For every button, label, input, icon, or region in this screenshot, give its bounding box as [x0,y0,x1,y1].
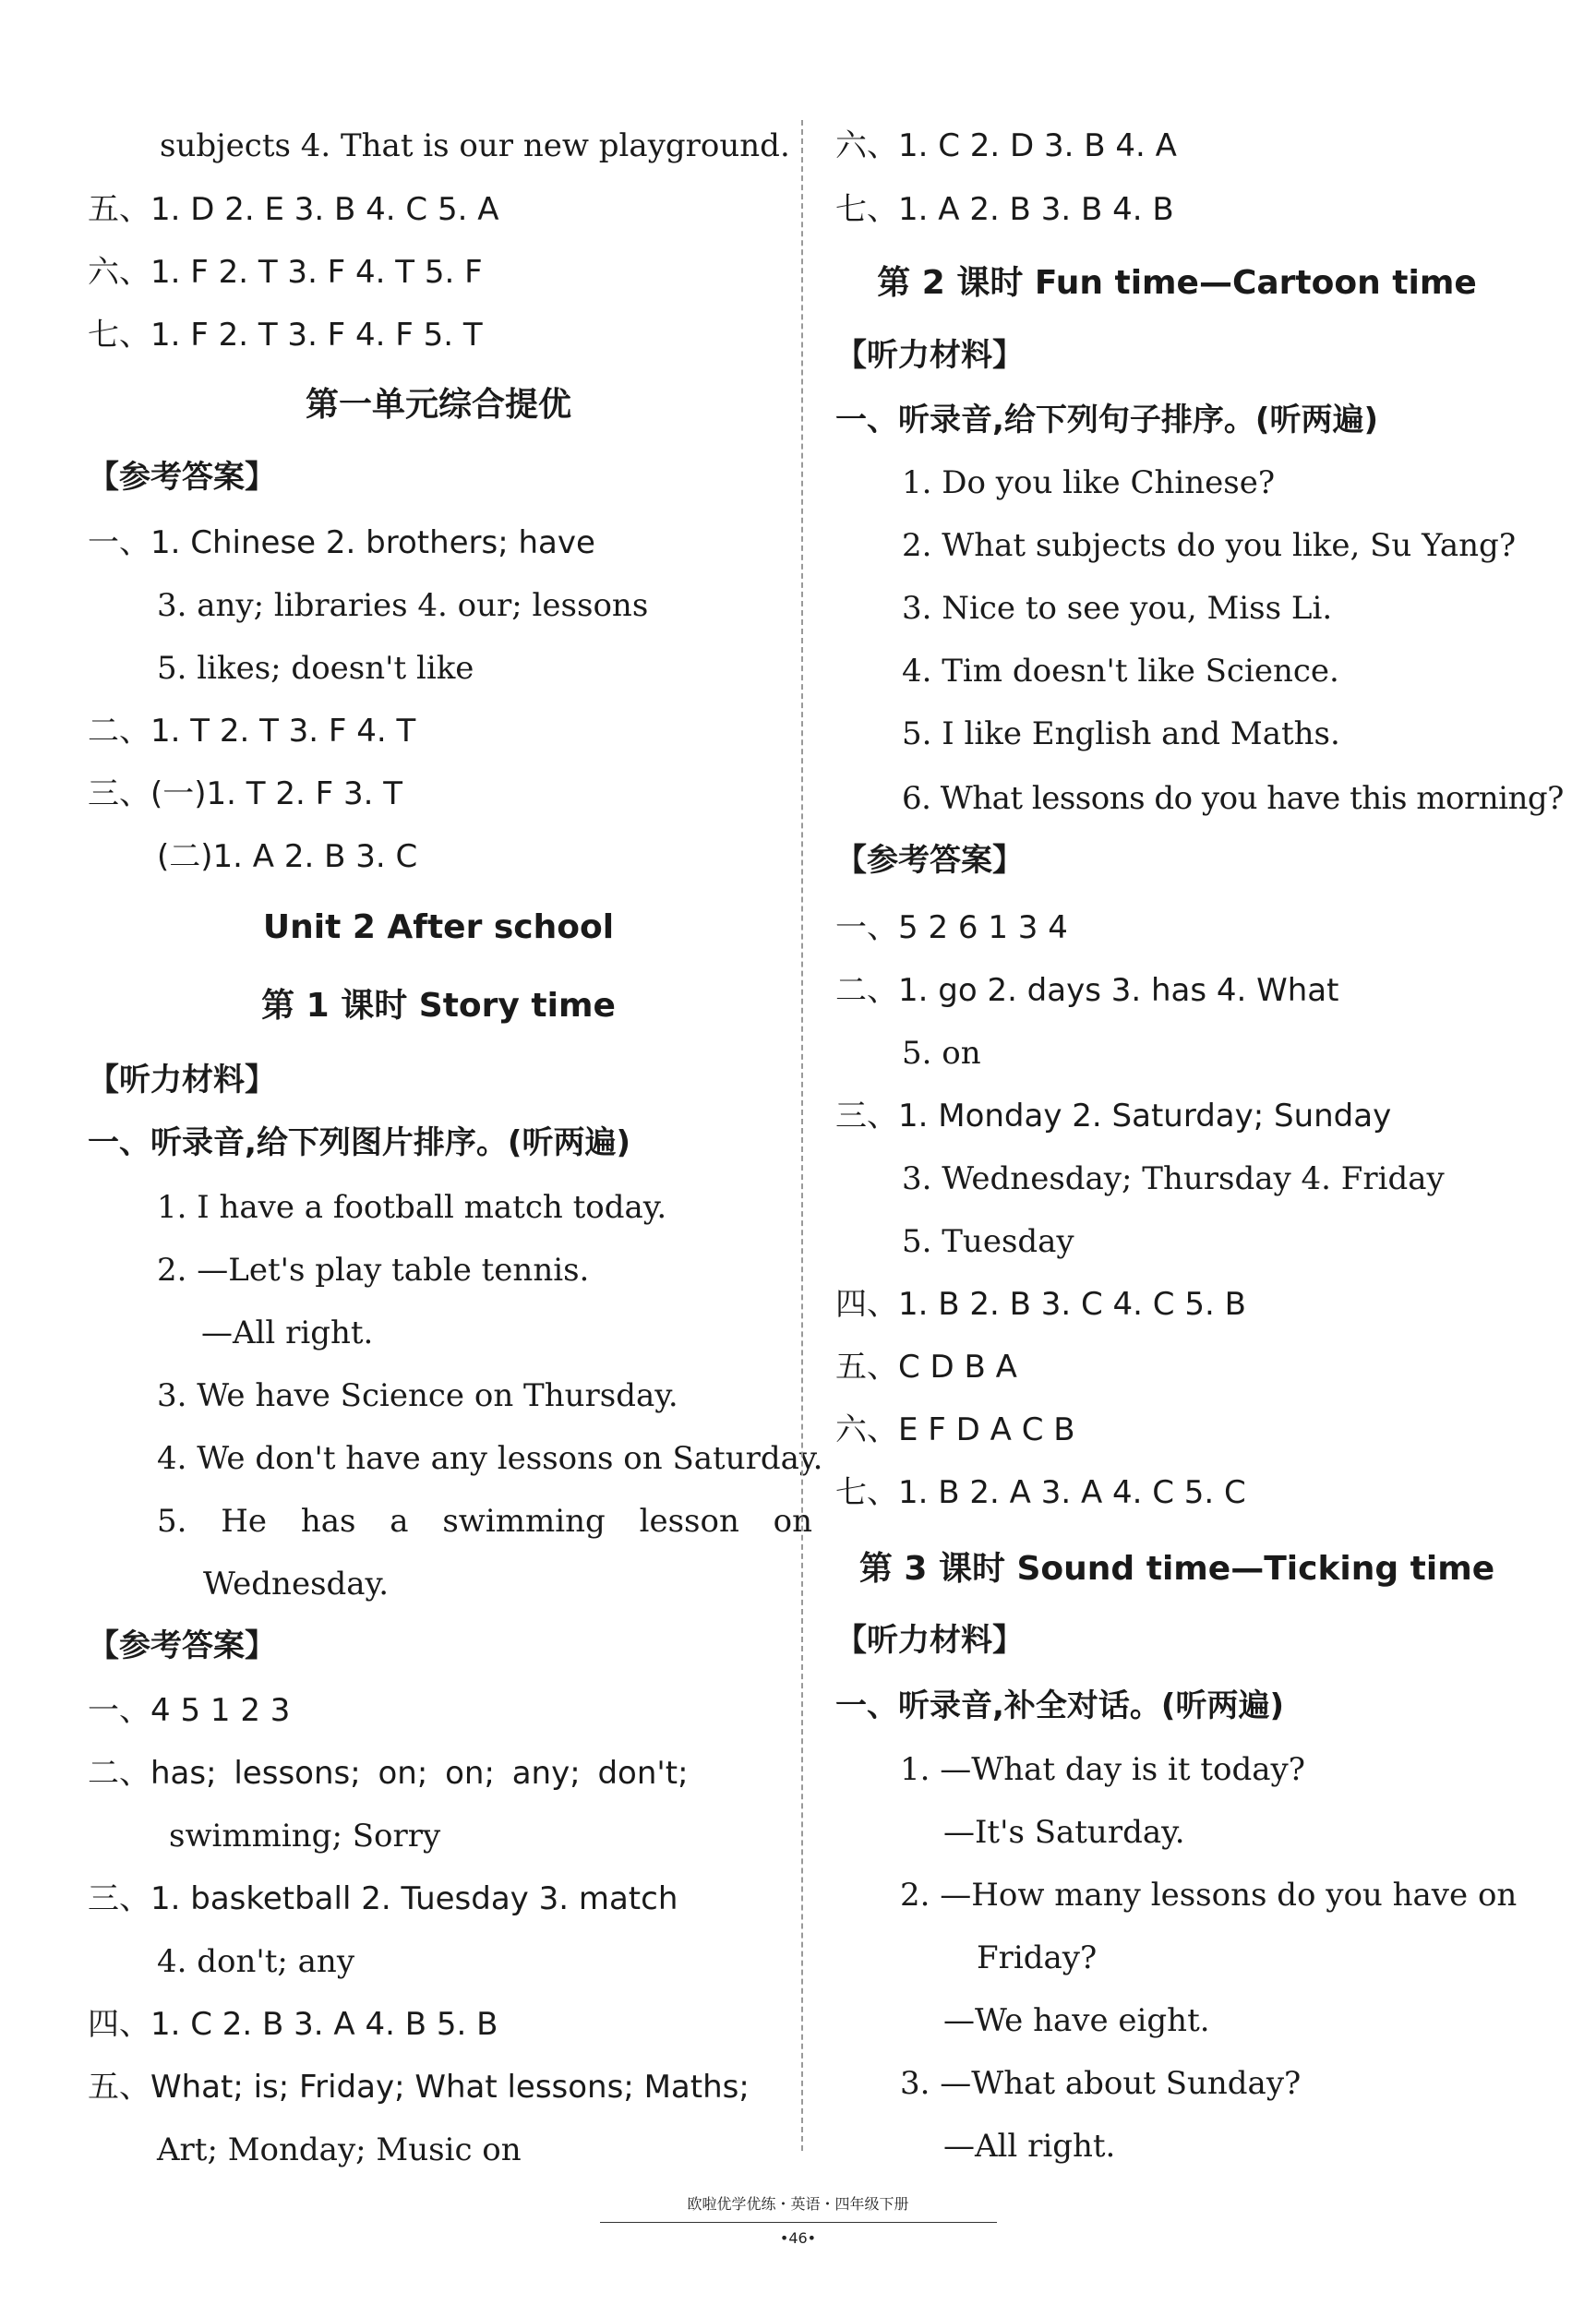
bracket-label: 【参考答案】 [88,1627,276,1664]
listening-line: 4. We don't have any lessons on Saturday. [157,1440,823,1477]
answer-line: 五、What; is; Friday; What lessons; Maths; [88,2069,750,2106]
lesson-heading: 第 1 课时 Story time [261,987,616,1025]
listening-line: 2. —How many lessons do you have on [900,1877,1518,1914]
answer-line: 二、1. T 2. T 3. F 4. T [88,713,416,750]
answer-line: 一、1. Chinese 2. brothers; have [88,524,595,561]
answer-line: 六、1. C 2. D 3. B 4. A [835,127,1177,164]
answer-line: 四、1. C 2. B 3. A 4. B 5. B [88,2006,498,2043]
listening-line: 1. I have a football match today. [157,1189,667,1226]
section-heading: 第一单元综合提优 [305,386,571,424]
column-divider [801,120,803,2151]
bracket-label: 【参考答案】 [835,842,1024,879]
bracket-label: 【听力材料】 [88,1062,276,1098]
page-number: •46• [779,2229,817,2247]
answer-line: subjects 4. That is our new playground. [160,127,790,164]
answer-line: Art; Monday; Music on [157,2131,522,2168]
answer-line: 三、1. basketball 2. Tuesday 3. match [88,1880,678,1917]
answer-line: 四、1. B 2. B 3. C 4. C 5. B [835,1286,1246,1323]
listening-line: 2. What subjects do you like, Su Yang? [902,527,1517,564]
question-title: 一、听录音,给下列句子排序。(听两遍) [835,402,1378,438]
answer-line: 五、C D B A [835,1349,1017,1386]
answer-line: 5. on [902,1035,981,1072]
answer-line: 七、1. A 2. B 3. B 4. B [835,191,1174,228]
listening-line: Wednesday. [203,1566,390,1603]
answer-line: 二、has; lessons; on; on; any; don't; [88,1755,689,1792]
answer-line: 一、5 2 6 1 3 4 [835,909,1068,946]
listening-line: 1. —What day is it today? [900,1751,1305,1788]
answer-line: 二、1. go 2. days 3. has 4. What [835,972,1339,1009]
listening-line: —All right. [943,2128,1116,2165]
bracket-label: 【听力材料】 [835,337,1024,374]
answer-line: 3. Wednesday; Thursday 4. Friday [902,1160,1445,1197]
footer-rule [600,2222,997,2223]
answer-line: 六、1. F 2. T 3. F 4. T 5. F [88,254,483,291]
listening-line: 3. —What about Sunday? [900,2065,1302,2102]
answer-line: 4. don't; any [157,1943,355,1980]
answer-line: 七、1. F 2. T 3. F 4. F 5. T [88,317,483,354]
answer-line: 三、(一)1. T 2. F 3. T [88,775,402,812]
listening-line: —All right. [201,1315,374,1351]
lesson-heading: 第 2 课时 Fun time—Cartoon time [877,264,1477,302]
question-title: 一、听录音,给下列图片排序。(听两遍) [88,1124,630,1161]
answer-line: 六、E F D A C B [835,1411,1075,1448]
listening-line: —It's Saturday. [943,1814,1185,1851]
answer-line: 3. any; libraries 4. our; lessons [157,587,649,624]
answer-line: (二)1. A 2. B 3. C [157,838,418,875]
listening-line: 3. We have Science on Thursday. [157,1377,678,1414]
answer-line: 5. likes; doesn't like [157,650,474,687]
listening-line: 5. I like English and Maths. [902,715,1340,752]
answer-line: swimming; Sorry [169,1818,441,1855]
answer-line: 三、1. Monday 2. Saturday; Sunday [835,1098,1392,1134]
answer-line: 七、1. B 2. A 3. A 4. C 5. C [835,1474,1246,1511]
listening-line: 2. —Let's play table tennis. [157,1252,590,1289]
listening-line: 1. Do you like Chinese? [902,464,1276,501]
listening-line: 4. Tim doesn't like Science. [902,653,1339,690]
bracket-label: 【听力材料】 [835,1622,1024,1659]
listening-line: 3. Nice to see you, Miss Li. [902,590,1333,627]
listening-line: 6. What lessons do you have this morning? [902,780,1564,817]
listening-line: 5. He has a swimming lesson on [157,1503,813,1540]
listening-line: —We have eight. [943,2002,1210,2039]
bracket-label: 【参考答案】 [88,459,276,496]
unit-heading: Unit 2 After school [262,908,615,946]
answer-line: 5. Tuesday [902,1223,1074,1260]
footer-title: 欧啦优学优练・英语・四年级下册 [687,2195,909,2213]
question-title: 一、听录音,补全对话。(听两遍) [835,1687,1284,1724]
answer-line: 一、4 5 1 2 3 [88,1692,291,1729]
lesson-heading: 第 3 课时 Sound time—Ticking time [858,1550,1495,1588]
listening-line: Friday? [977,1939,1098,1976]
answer-line: 五、1. D 2. E 3. B 4. C 5. A [88,191,499,228]
